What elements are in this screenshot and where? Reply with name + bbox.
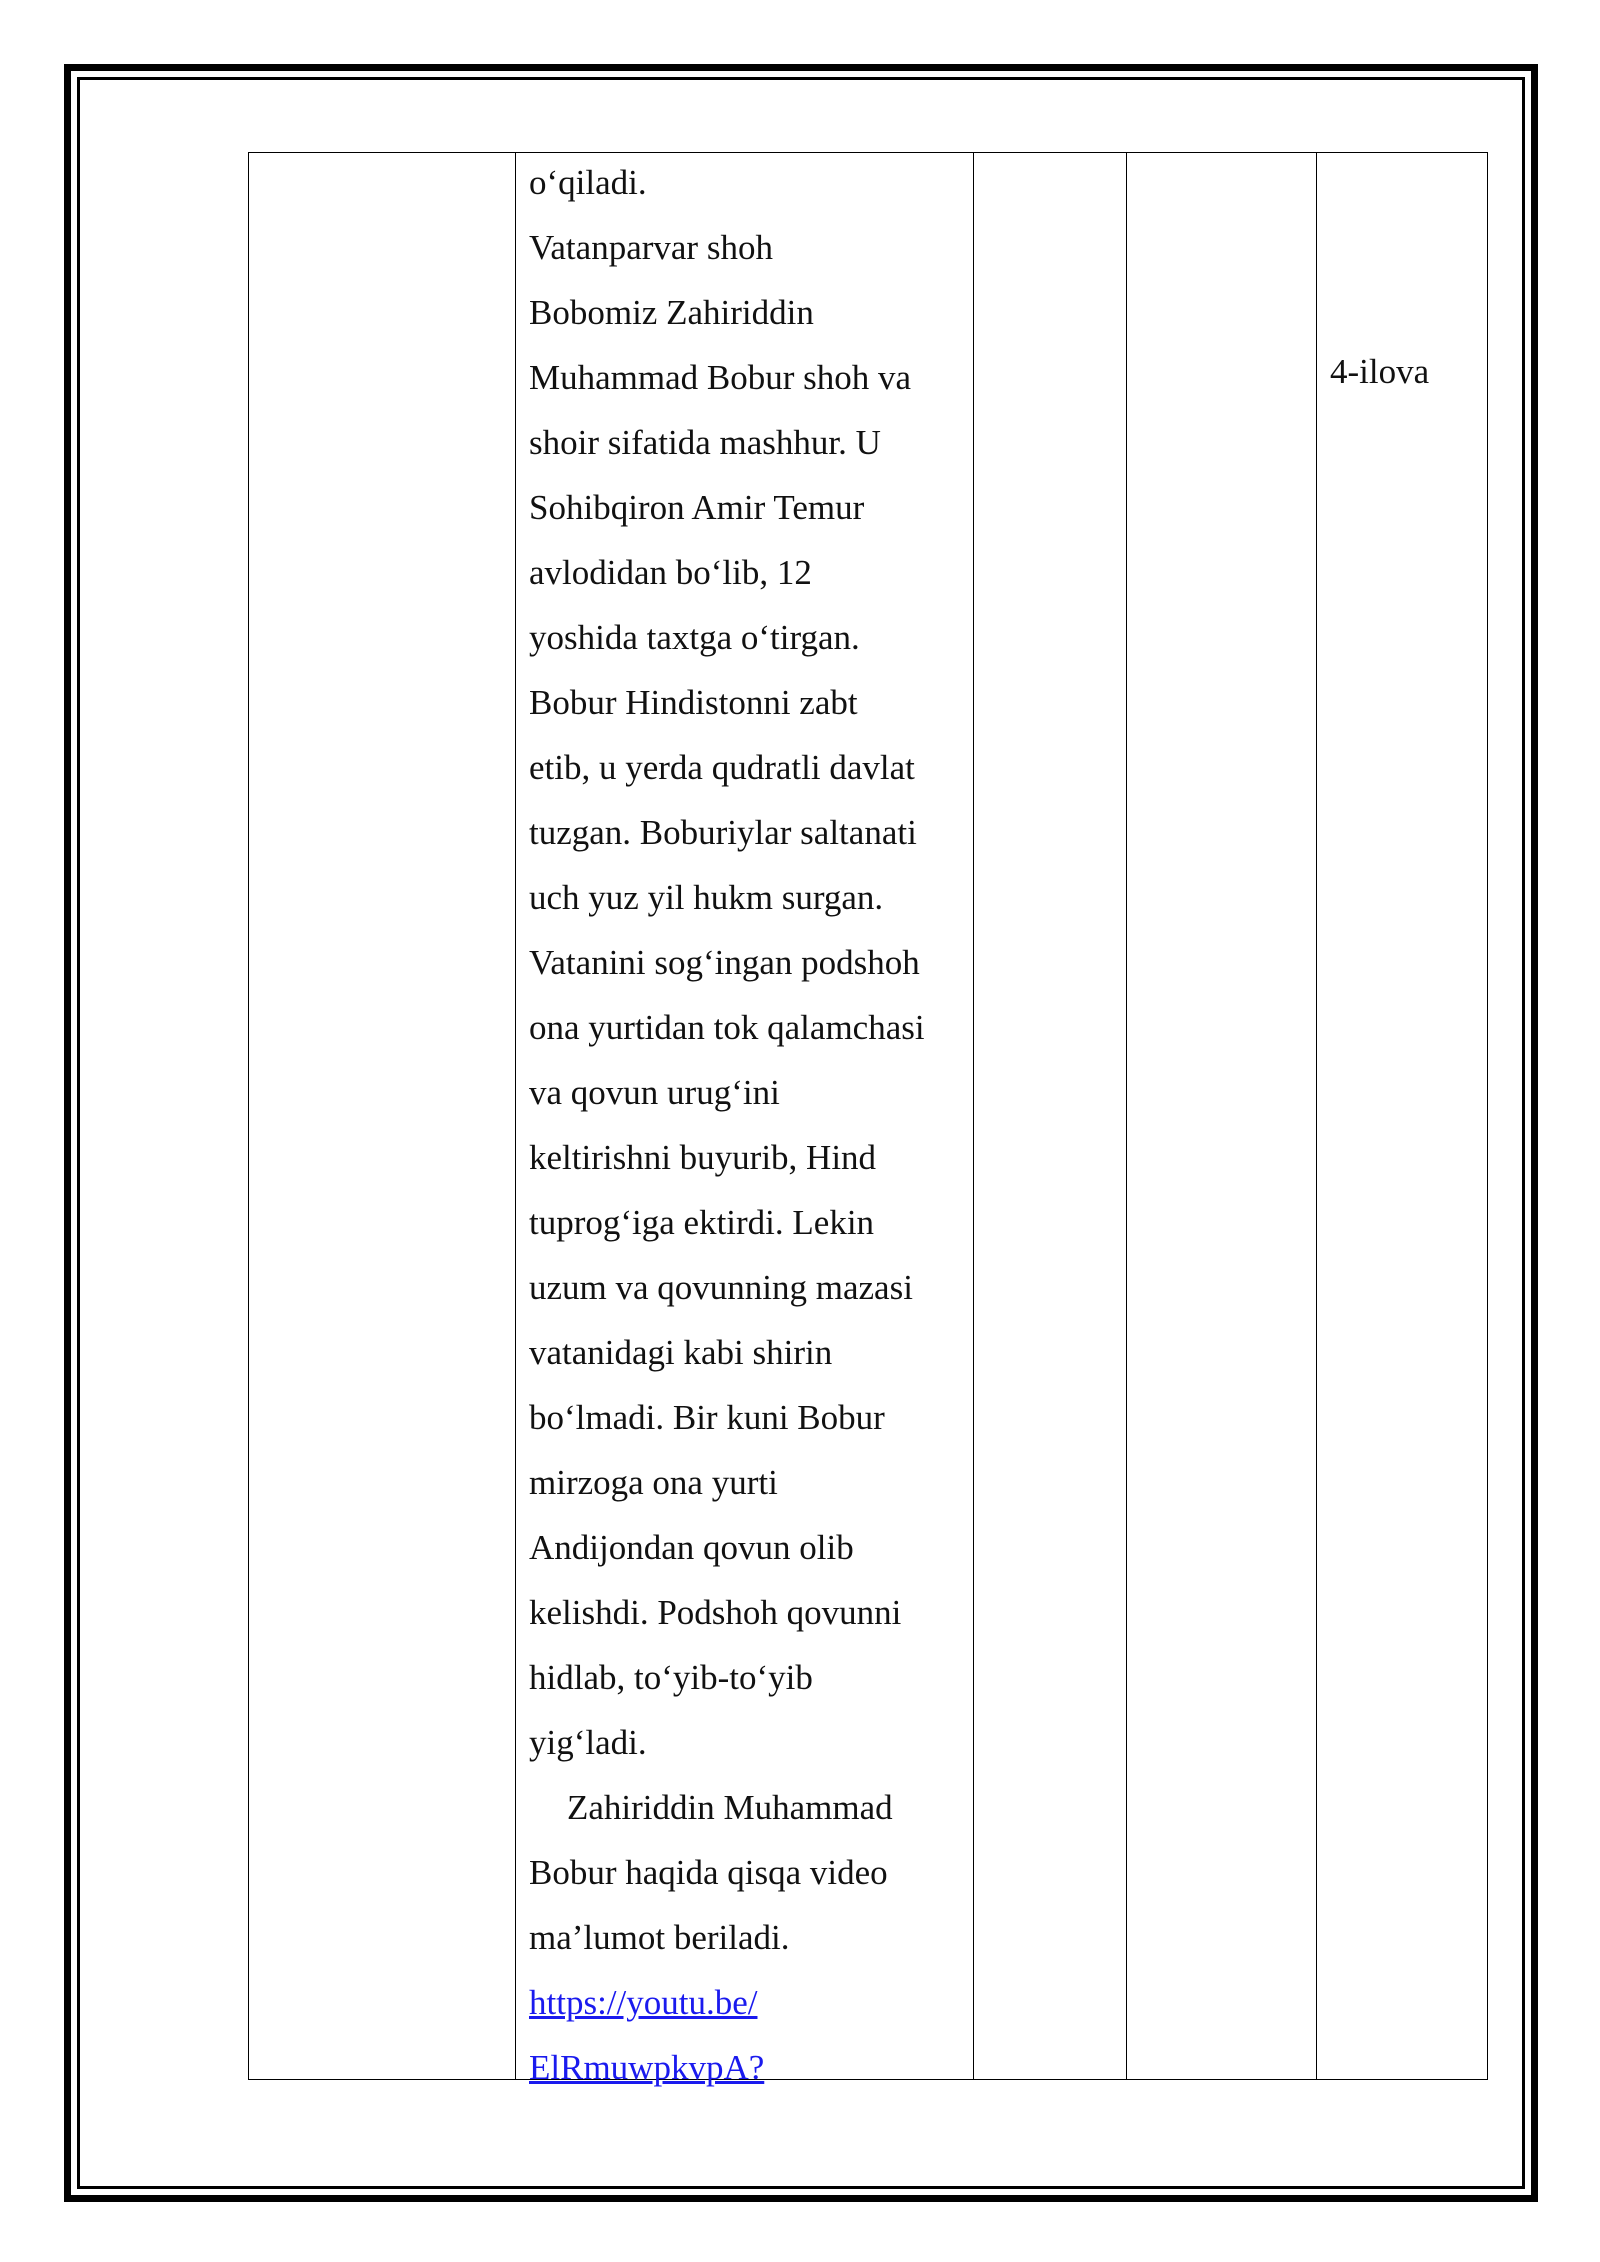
video-link-line-2[interactable]: ElRmuwpkvpA? bbox=[529, 2048, 765, 2087]
text-line: yoshida taxtga o‘tirgan. bbox=[529, 618, 860, 657]
text-line: kelishdi. Podshoh qovunni bbox=[529, 1593, 902, 1632]
text-line: Bobomiz Zahiriddin bbox=[529, 293, 814, 332]
text-line: Sohibqiron Amir Temur bbox=[529, 488, 865, 527]
text-line: uzum va qovunning mazasi bbox=[529, 1268, 913, 1307]
text-line: bo‘lmadi. Bir kuni Bobur bbox=[529, 1398, 885, 1437]
text-line: hidlab, to‘yib-to‘yib bbox=[529, 1658, 813, 1697]
text-line: Bobur Hindistonni zabt bbox=[529, 683, 858, 722]
text-line: Vatanparvar shoh bbox=[529, 228, 773, 267]
text-line: Vatanini sog‘ingan podshoh bbox=[529, 943, 920, 982]
text-line: keltirishni buyurib, Hind bbox=[529, 1138, 877, 1177]
text-line: avlodidan bo‘lib, 12 bbox=[529, 553, 812, 592]
text-line: tuzgan. Boburiylar saltanati bbox=[529, 813, 917, 852]
text-line: yig‘ladi. bbox=[529, 1723, 647, 1762]
text-line: Andijondan qovun olib bbox=[529, 1528, 854, 1567]
lesson-content-cell bbox=[529, 150, 969, 2100]
text-line: o‘qiladi. bbox=[529, 163, 647, 202]
text-line: ma’lumot beriladi. bbox=[529, 1918, 790, 1957]
text-line: ona yurtidan tok qalamchasi bbox=[529, 1008, 925, 1047]
text-line: Bobur haqida qisqa video bbox=[529, 1853, 888, 1892]
text-line: etib, u yerda qudratli davlat bbox=[529, 748, 915, 787]
text-line: vatanidagi kabi shirin bbox=[529, 1333, 833, 1372]
text-line: shoir sifatida mashhur. U bbox=[529, 423, 881, 462]
column-divider-2 bbox=[973, 153, 974, 2079]
attachment-label: 4-ilova bbox=[1330, 352, 1430, 391]
text-line: Muhammad Bobur shoh va bbox=[529, 358, 912, 397]
column-divider-1 bbox=[515, 153, 516, 2079]
text-line: Zahiriddin Muhammad bbox=[567, 1788, 893, 1827]
text-line: va qovun urug‘ini bbox=[529, 1073, 780, 1112]
column-divider-3 bbox=[1126, 153, 1127, 2079]
text-line: tuprog‘iga ektirdi. Lekin bbox=[529, 1203, 875, 1242]
video-link-line-1[interactable]: https://youtu.be/ bbox=[529, 1983, 758, 2022]
column-divider-4 bbox=[1316, 153, 1317, 2079]
text-line: mirzoga ona yurti bbox=[529, 1463, 778, 1502]
text-line: uch yuz yil hukm surgan. bbox=[529, 878, 884, 917]
